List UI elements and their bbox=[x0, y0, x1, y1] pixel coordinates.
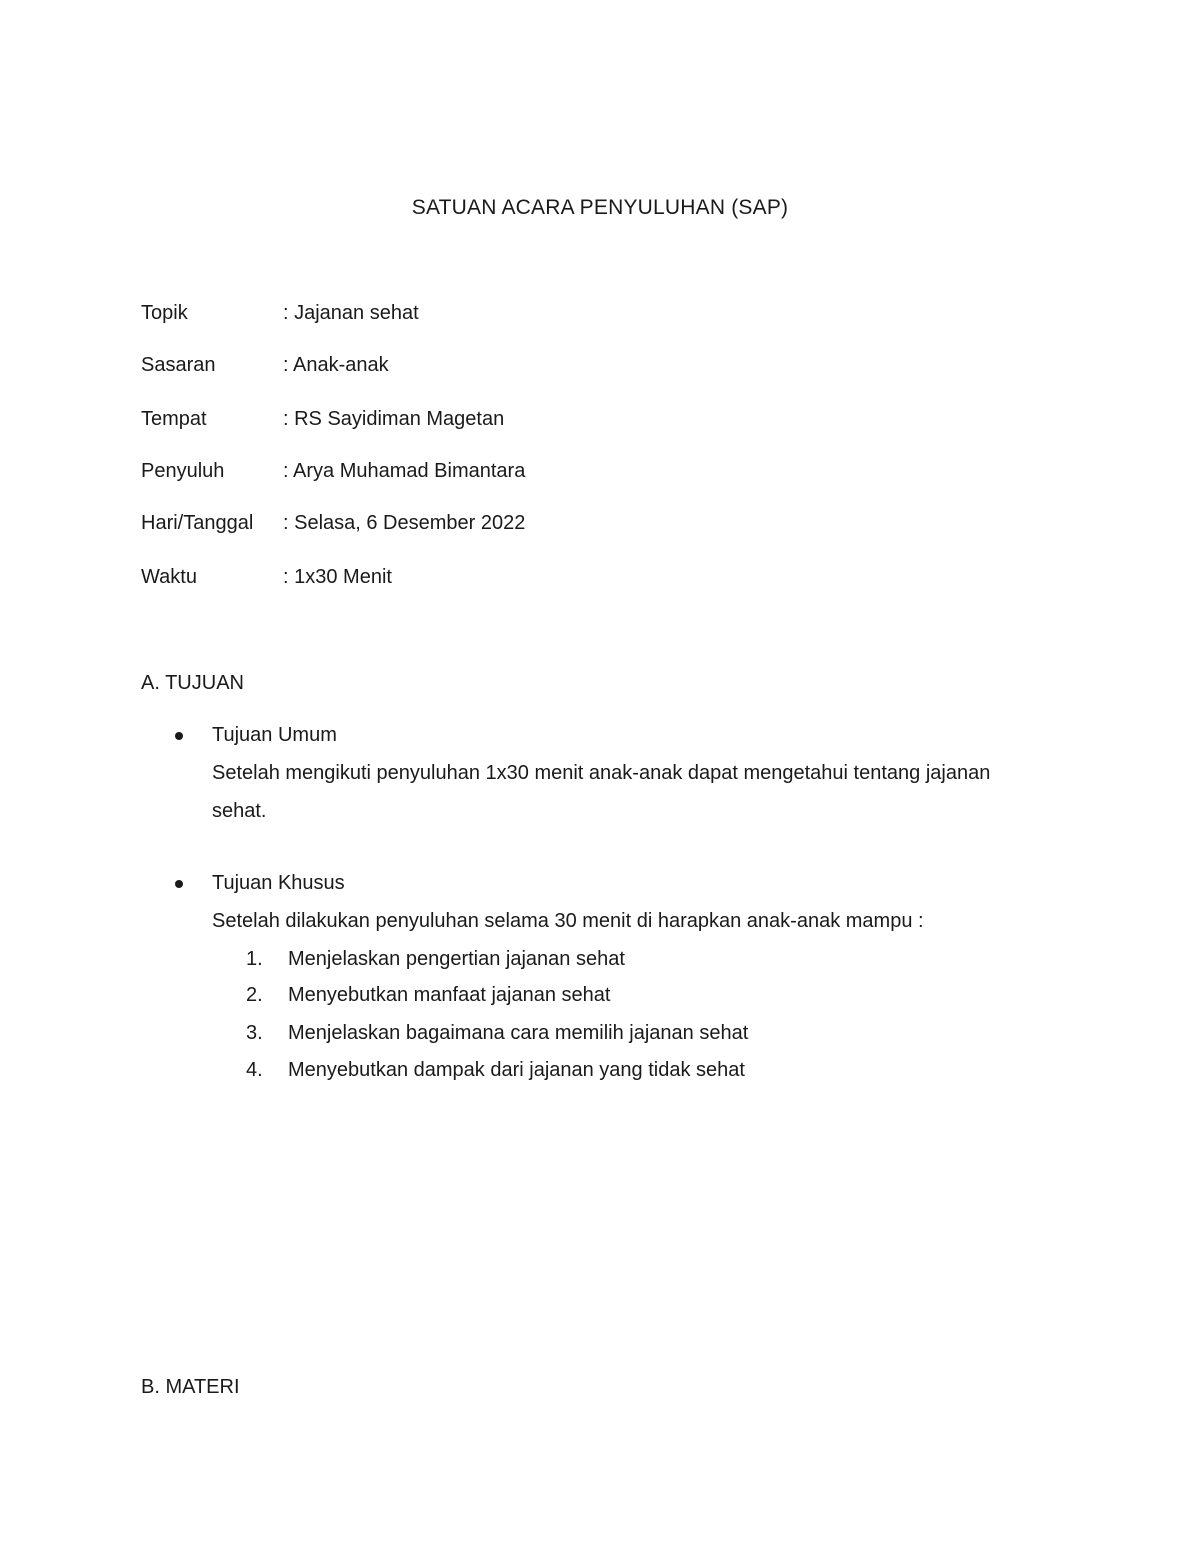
info-label: Hari/Tanggal bbox=[141, 512, 254, 534]
info-row-topik bbox=[141, 300, 419, 326]
list-item: Menyebutkan manfaat jajanan sehat bbox=[288, 984, 611, 1006]
info-value: : Selasa, 6 Desember 2022 bbox=[283, 512, 526, 534]
info-value: : 1x30 Menit bbox=[283, 566, 392, 588]
info-row-penyuluh bbox=[141, 458, 525, 484]
tujuan-khusus-intro: Setelah dilakukan penyuluhan selama 30 menit di harapkan anak-anak mampu : bbox=[212, 910, 924, 932]
section-b-heading: B. MATERI bbox=[141, 1376, 240, 1398]
info-value: : RS Sayidiman Magetan bbox=[283, 408, 505, 430]
list-item-number: 3. bbox=[246, 1022, 263, 1044]
info-label: Waktu bbox=[141, 566, 197, 588]
info-row-sasaran bbox=[141, 352, 389, 378]
section-a-heading: A. TUJUAN bbox=[141, 672, 244, 694]
tujuan-khusus-title: Tujuan Khusus bbox=[212, 872, 345, 894]
document-title: SATUAN ACARA PENYULUHAN (SAP) bbox=[411, 196, 789, 219]
bullet-icon bbox=[175, 732, 183, 740]
info-label: Topik bbox=[141, 302, 188, 324]
tujuan-umum-title: Tujuan Umum bbox=[212, 724, 337, 746]
info-value: : Arya Muhamad Bimantara bbox=[283, 460, 526, 482]
list-item-number: 4. bbox=[246, 1059, 263, 1081]
list-item: Menyebutkan dampak dari jajanan yang tidak sehat bbox=[288, 1059, 745, 1081]
list-item-number: 2. bbox=[246, 984, 263, 1006]
info-row-hari-tanggal bbox=[141, 510, 525, 536]
tujuan-umum-text-line1: Setelah mengikuti penyuluhan 1x30 menit anak-anak dapat mengetahui tentang jajanan bbox=[212, 762, 991, 784]
info-row-tempat bbox=[141, 406, 504, 432]
list-item: Menjelaskan bagaimana cara memilih jajanan sehat bbox=[288, 1022, 749, 1044]
info-label: Sasaran bbox=[141, 354, 216, 376]
info-label: Penyuluh bbox=[141, 460, 225, 482]
tujuan-umum-text-line2: sehat. bbox=[212, 800, 267, 822]
info-label: Tempat bbox=[141, 408, 207, 430]
info-value: : Anak-anak bbox=[283, 354, 389, 376]
list-item: Menjelaskan pengertian jajanan sehat bbox=[288, 948, 625, 970]
list-item-number: 1. bbox=[246, 948, 263, 970]
bullet-icon bbox=[175, 880, 183, 888]
info-value: : Jajanan sehat bbox=[283, 302, 419, 324]
info-row-waktu bbox=[141, 564, 392, 590]
